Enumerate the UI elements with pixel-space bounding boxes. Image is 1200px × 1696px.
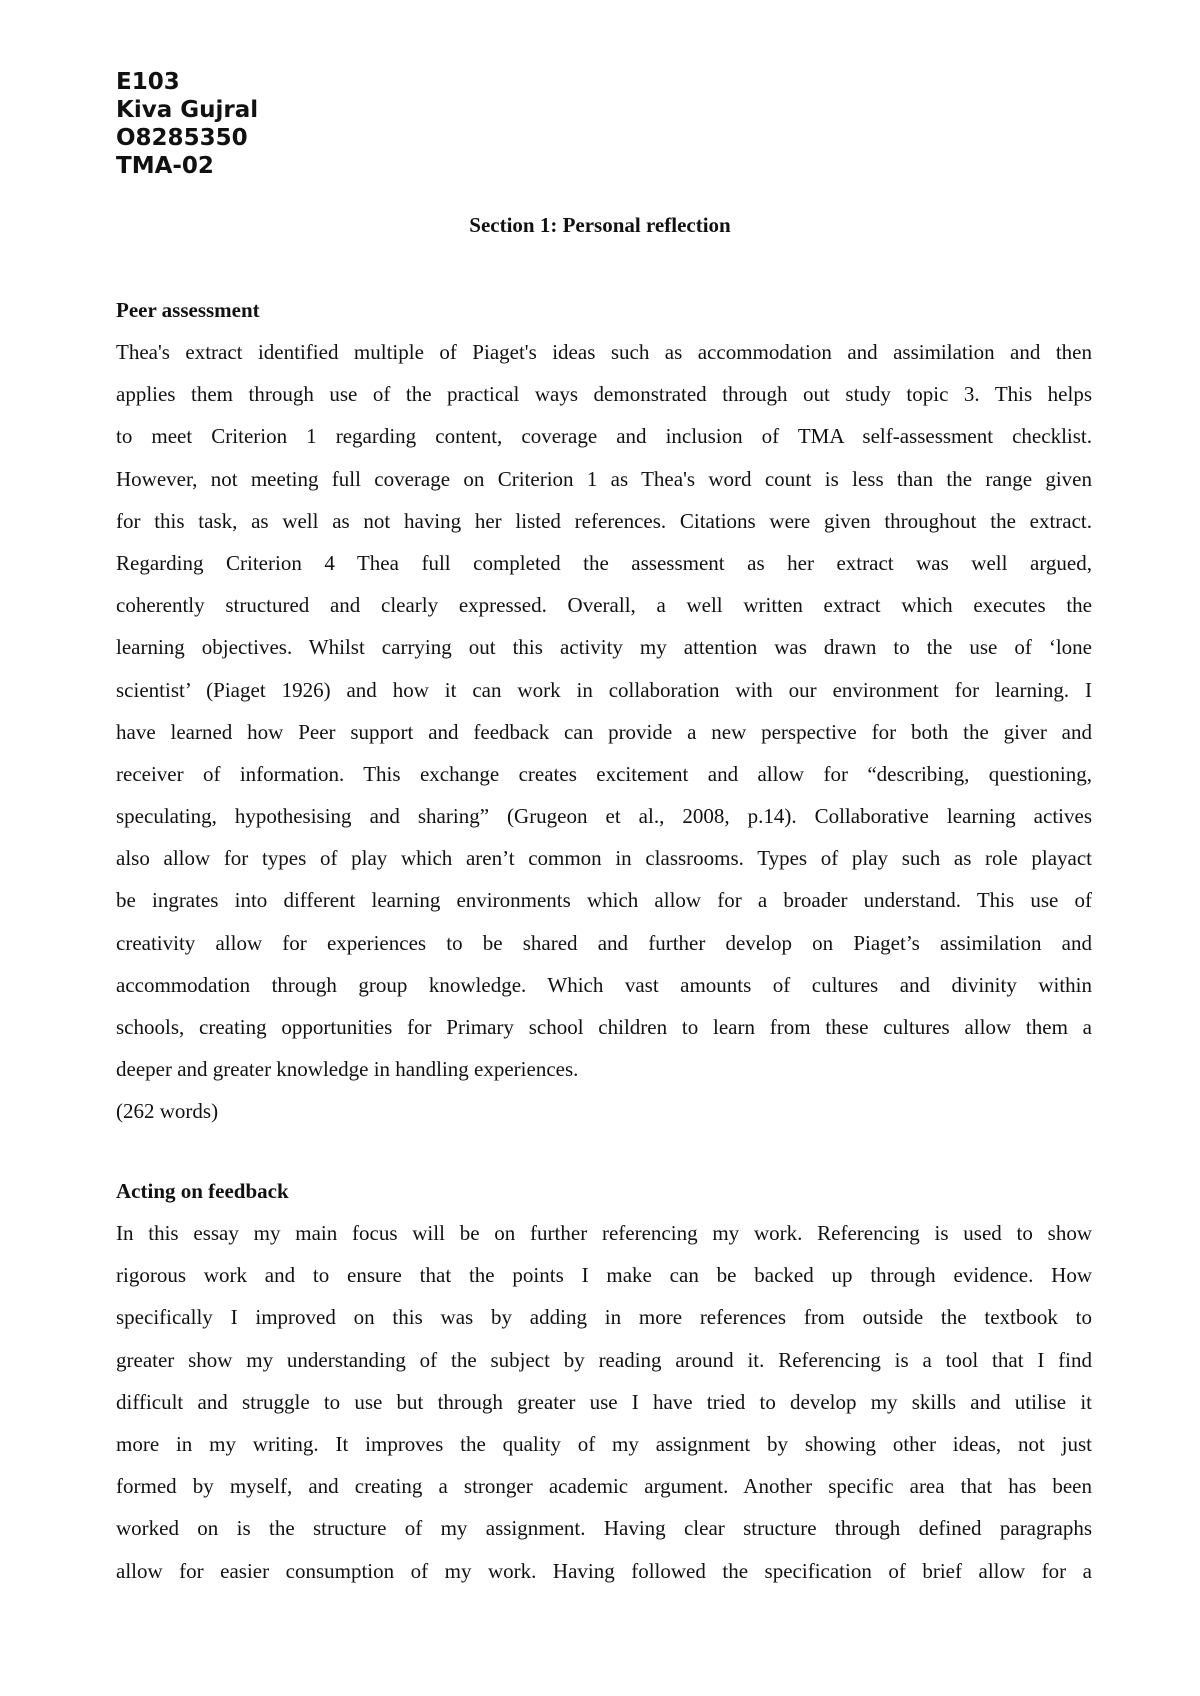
paragraph-line: coherently structured and clearly expressed. Overall, a well written extract which executes the <box>116 593 1092 618</box>
paragraph-line: allow for easier consumption of my work. Having followed the specification of brief allow for a <box>116 1558 1092 1583</box>
paragraph-line: However, not meeting full coverage on Criterion 1 as Thea's word count is less than the range given <box>116 466 1092 491</box>
student-name: Kiva Gujral <box>116 97 259 123</box>
acting-on-feedback-heading: Acting on feedback <box>116 1179 289 1203</box>
paragraph-line: speculating, hypothesising and sharing” (Grugeon et al., 2008, p.14). Collaborative learning actives <box>116 804 1092 829</box>
paragraph-line: accommodation through group knowledge. Which vast amounts of cultures and divinity within <box>116 972 1092 997</box>
paragraph-line: for this task, as well as not having her listed references. Citations were given throughout the extract. <box>116 508 1092 533</box>
paragraph-line: deeper and greater knowledge in handling experiences. <box>116 1057 579 1082</box>
paragraph-line: rigorous work and to ensure that the points I make can be backed up through evidence. How <box>116 1263 1092 1288</box>
acting-on-feedback-paragraph <box>116 1212 1092 1592</box>
paragraph-line: Regarding Criterion 4 Thea full completed the assessment as her extract was well argued, <box>116 550 1092 575</box>
paragraph-line: schools, creating opportunities for Primary school children to learn from these cultures allow them a <box>116 1015 1092 1039</box>
student-id: O8285350 <box>116 125 248 151</box>
paragraph-line: applies them through use of the practical ways demonstrated through out study topic 3. This helps <box>116 382 1092 407</box>
course-code: E103 <box>116 69 180 95</box>
paragraph-line: have learned how Peer support and feedback can provide a new perspective for both the giver and <box>116 719 1092 744</box>
paragraph-line: Thea's extract identified multiple of Piaget's ideas such as accommodation and assimilation and then <box>116 340 1092 364</box>
assignment-code: TMA-02 <box>116 153 214 179</box>
paragraph-line: receiver of information. This exchange creates excitement and allow for “describing, questioning, <box>116 761 1092 786</box>
peer-assessment-paragraph <box>116 331 1092 1133</box>
paragraph-line: scientist’ (Piaget 1926) and how it can work in collaboration with our environment for learning. I <box>116 677 1092 702</box>
paragraph-line: greater show my understanding of the subject by reading around it. Referencing is a tool that I find <box>116 1347 1092 1372</box>
paragraph-line: be ingrates into different learning environments which allow for a broader understand. This use of <box>116 888 1092 913</box>
paragraph-line: difficult and struggle to use but through greater use I have tried to develop my skills and utilise it <box>116 1389 1092 1414</box>
paragraph-line: also allow for types of play which aren’t common in classrooms. Types of play such as role playact <box>116 846 1092 871</box>
paragraph-line: creativity allow for experiences to be shared and further develop on Piaget’s assimilation and <box>116 930 1092 955</box>
word-count: (262 words) <box>116 1099 219 1124</box>
paragraph-line: more in my writing. It improves the quality of my assignment by showing other ideas, not just <box>116 1431 1092 1456</box>
paragraph-line: worked on is the structure of my assignment. Having clear structure through defined paragraphs <box>116 1516 1092 1541</box>
paragraph-line: formed by myself, and creating a stronger academic argument. Another specific area that has been <box>116 1474 1092 1499</box>
paragraph-line: learning objectives. Whilst carrying out this activity my attention was drawn to the use of ‘lone <box>116 635 1092 660</box>
section-title: Section 1: Personal reflection <box>469 213 731 237</box>
paragraph-line: In this essay my main focus will be on further referencing my work. Referencing is used to show <box>116 1221 1092 1245</box>
paragraph-line: specifically I improved on this was by adding in more references from outside the textbook to <box>116 1305 1092 1330</box>
peer-assessment-heading: Peer assessment <box>116 298 260 322</box>
paragraph-line: to meet Criterion 1 regarding content, coverage and inclusion of TMA self-assessment checklist. <box>116 424 1092 449</box>
document-header <box>116 68 258 180</box>
